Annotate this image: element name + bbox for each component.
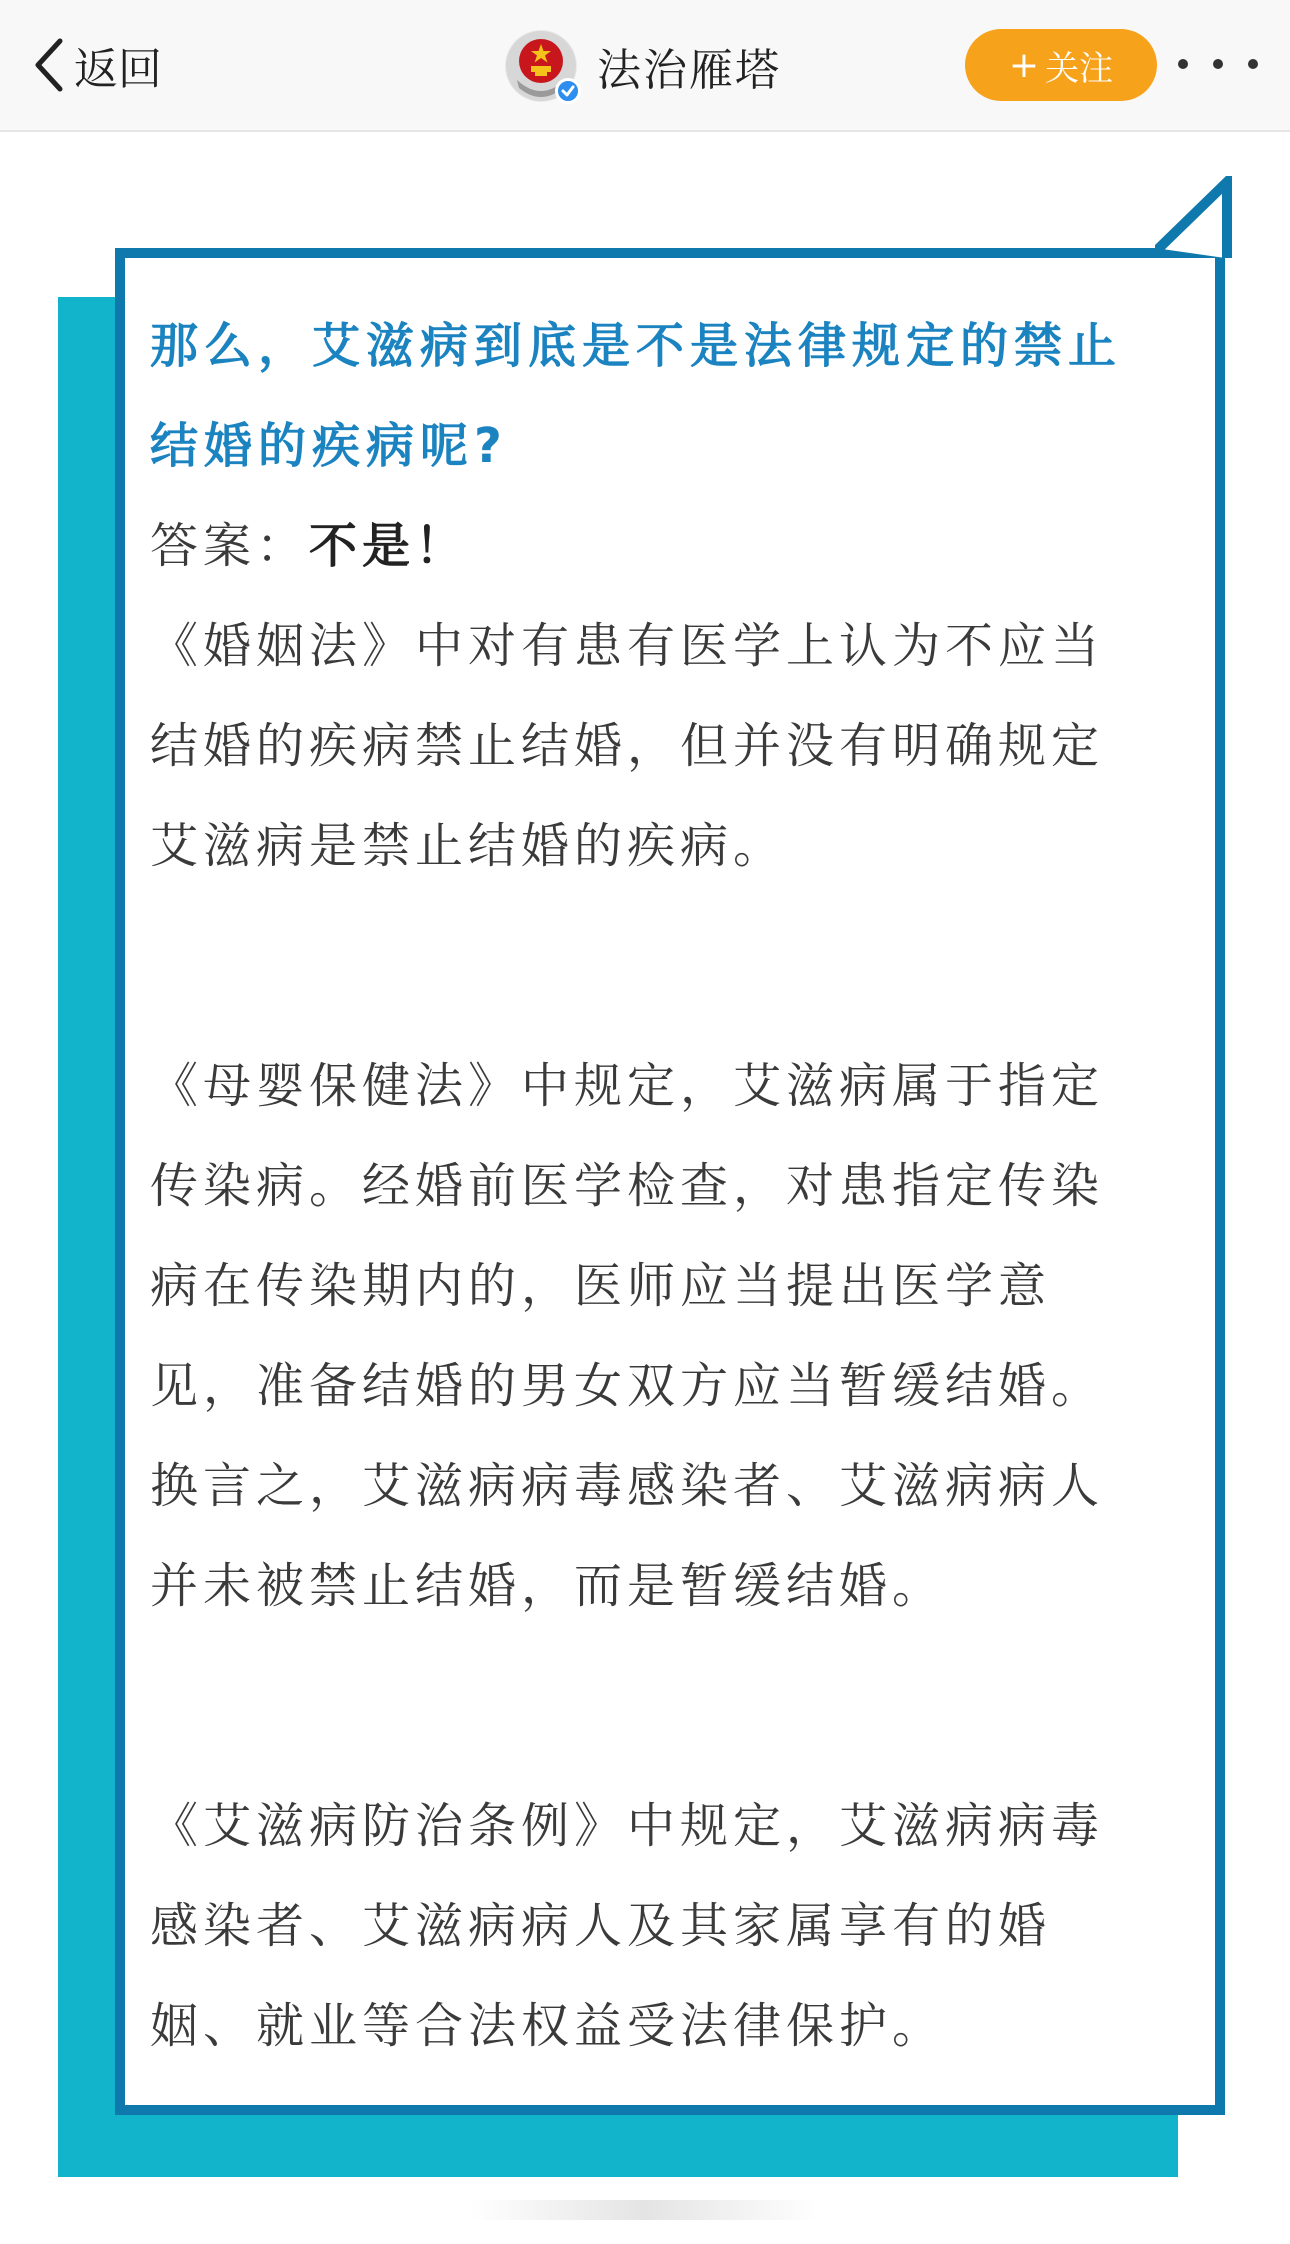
more-dot-icon xyxy=(1178,59,1188,69)
verified-badge xyxy=(555,78,581,104)
follow-label: 关注 xyxy=(1045,48,1114,89)
article-question: 那么，艾滋病到底是不是法律规定的禁止结婚的疾病呢? xyxy=(150,318,1123,474)
account-name[interactable]: 法治雁塔 xyxy=(597,45,781,96)
top-navigation-bar xyxy=(0,0,1290,132)
paragraph-marriage-law: 《婚姻法》中对有患有医学上认为不应当结婚的疾病禁止结婚，但并没有明确规定艾滋病是禁止结婚的疾病。 xyxy=(150,618,1105,874)
answer-value: 不是！ xyxy=(309,518,469,574)
avatar[interactable] xyxy=(505,30,577,102)
account-header[interactable] xyxy=(505,24,781,108)
more-options-button[interactable] xyxy=(1178,44,1258,84)
more-dot-icon xyxy=(1213,59,1223,69)
verified-badge-icon xyxy=(558,81,578,101)
back-label: 返回 xyxy=(74,44,162,95)
plus-icon: + xyxy=(1008,44,1040,86)
follow-button[interactable] xyxy=(965,29,1157,101)
bottom-fade xyxy=(470,2200,820,2220)
back-button[interactable] xyxy=(30,30,162,100)
answer-label: 答案： xyxy=(150,518,310,574)
card-corner-notch xyxy=(1155,176,1235,258)
answer-line xyxy=(150,496,1150,596)
chevron-left-icon xyxy=(30,33,70,97)
article-body xyxy=(150,296,1150,2076)
paragraph-aids-regulation: 《艾滋病防治条例》中规定，艾滋病病毒感染者、艾滋病病人及其家属享有的婚姻、就业等合法权益受法律保护。 xyxy=(150,1798,1105,2054)
paragraph-maternal-health-law: 《母婴保健法》中规定，艾滋病属于指定传染病。经婚前医学检查，对患指定传染病在传染期内的，医师应当提出医学意见，准备结婚的男女双方应当暂缓结婚。换言之，艾滋病病毒感染者、艾滋病病人并未被禁止结婚，而是暂缓结婚。 xyxy=(150,1058,1105,1614)
more-dot-icon xyxy=(1248,59,1258,69)
